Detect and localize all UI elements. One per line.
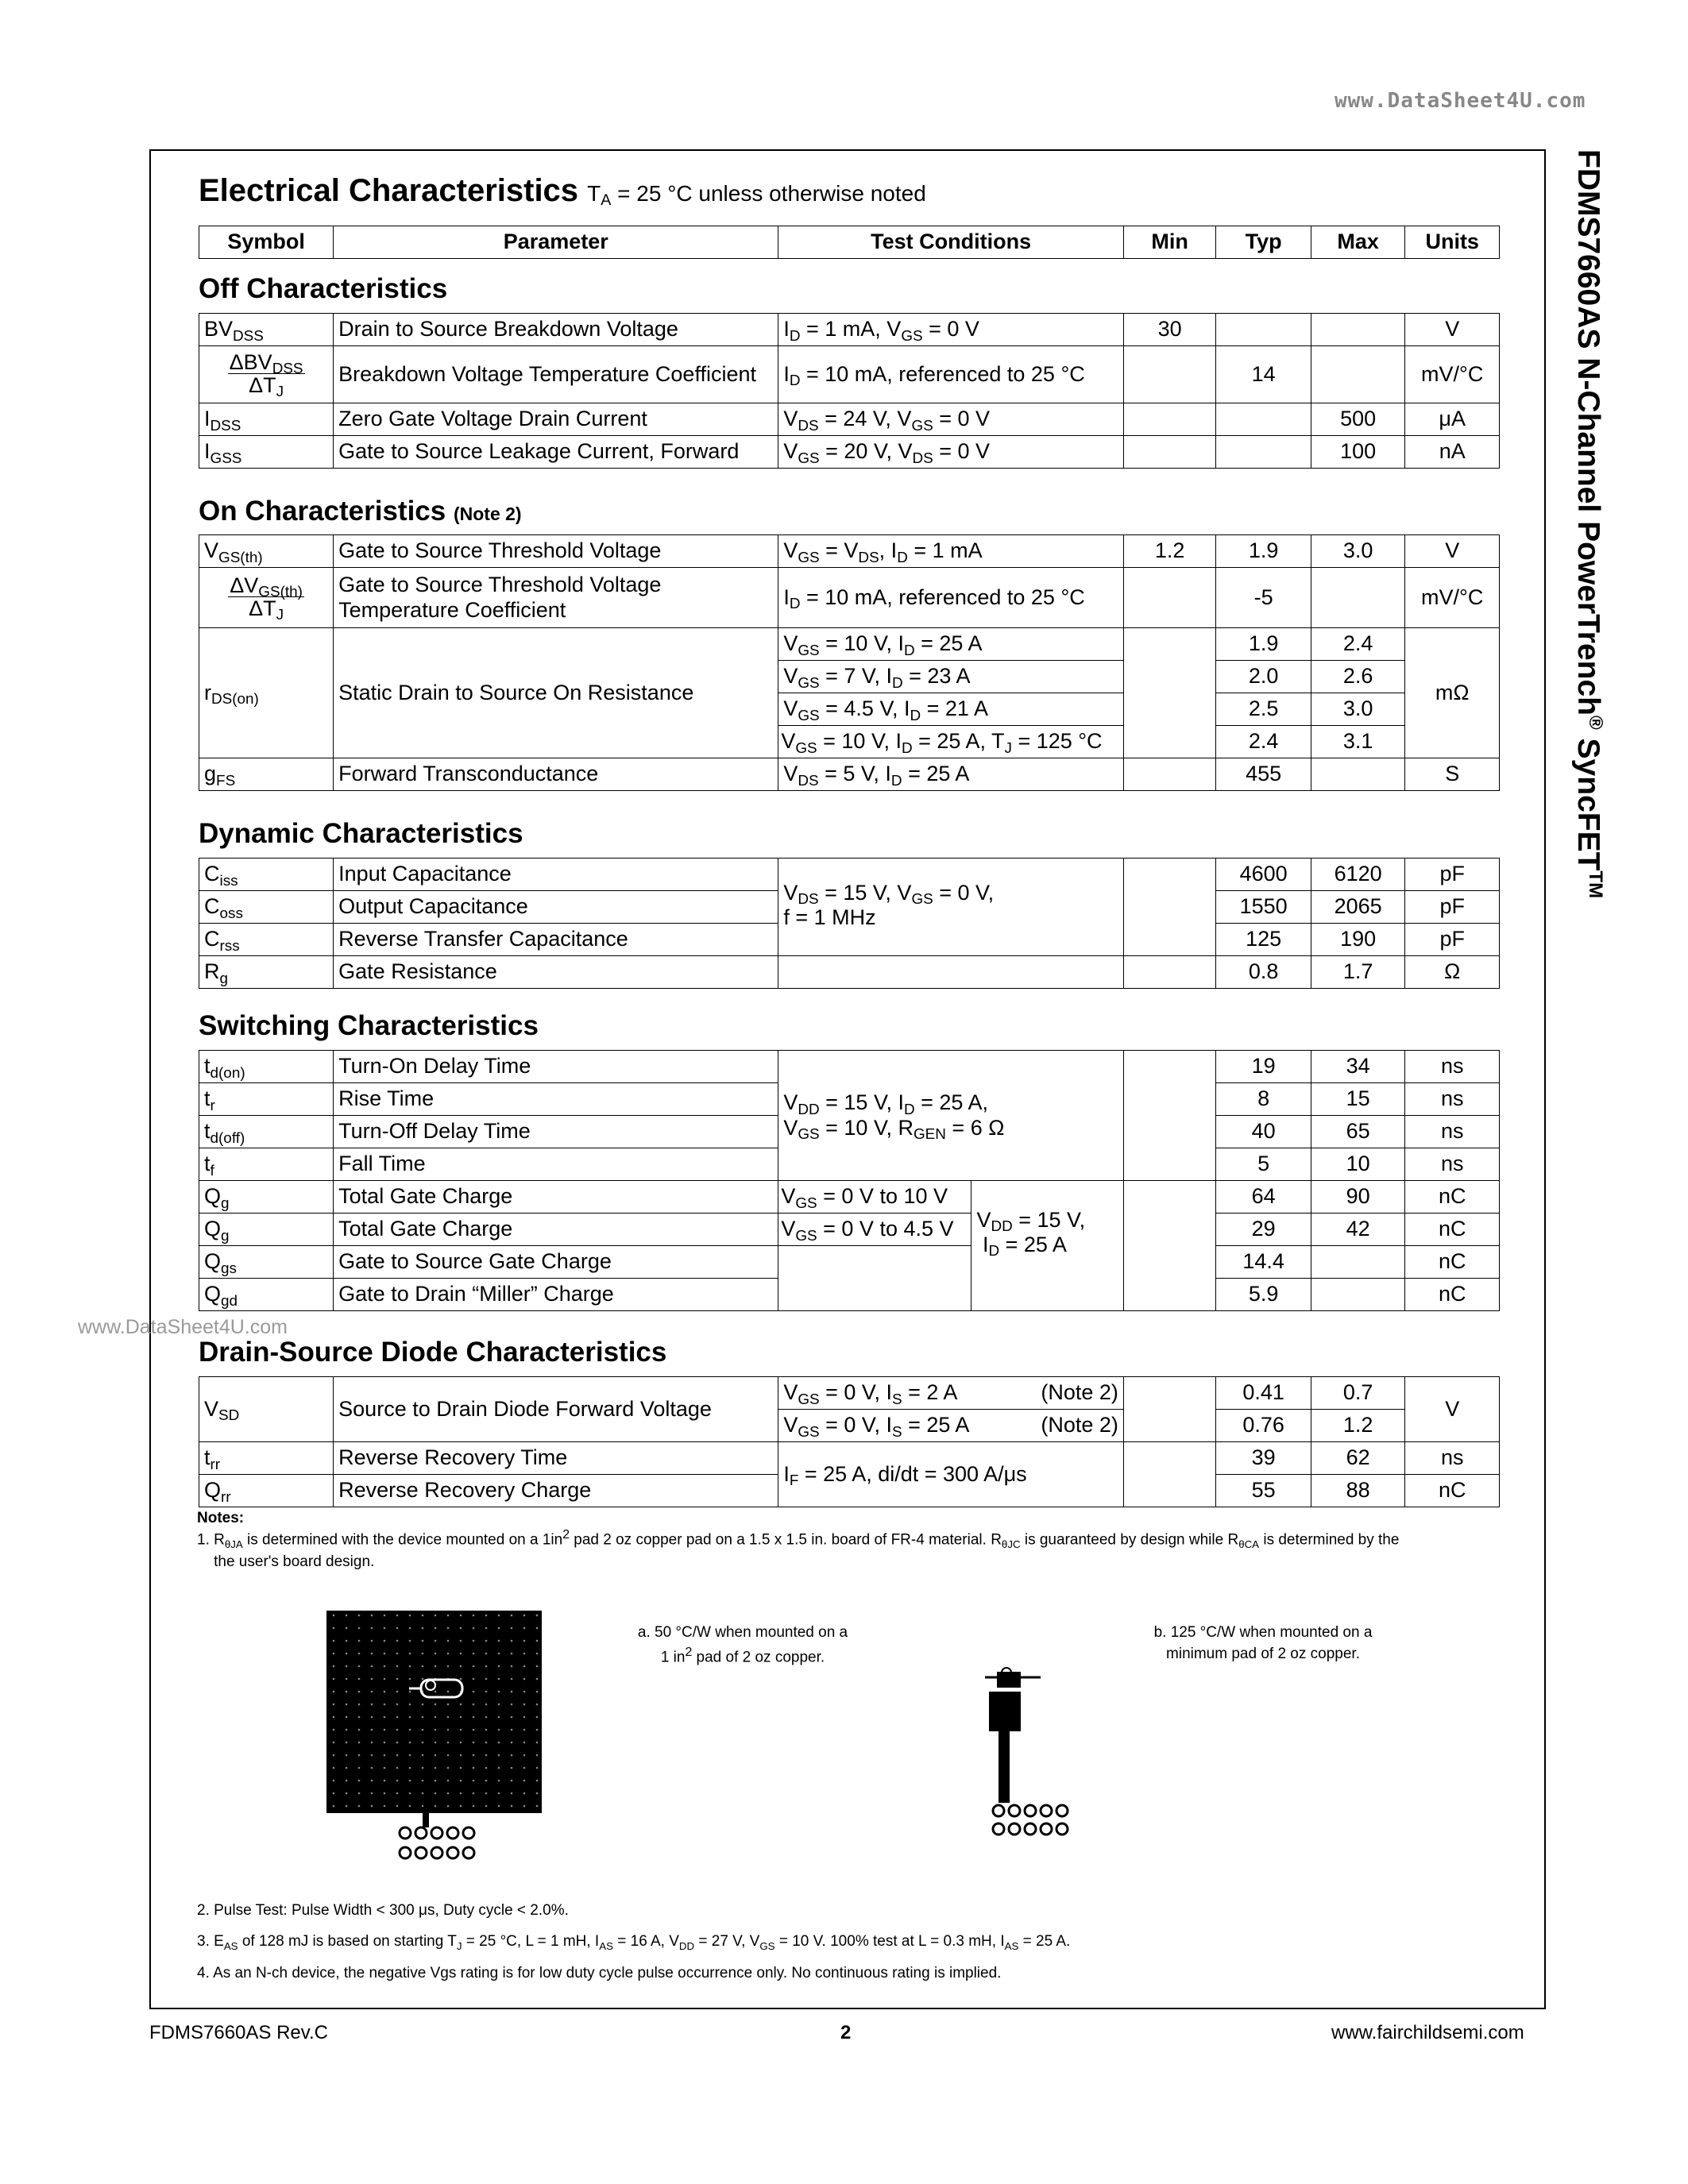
section-off: Off Characteristics — [199, 273, 448, 304]
col-min: Min — [1123, 226, 1215, 259]
typ-cell: 5.9 — [1216, 1279, 1311, 1311]
note-2: 2. Pulse Test: Pulse Width < 300 μs, Duty cycle < 2.0%. — [197, 1902, 569, 1919]
unit-cell: nA — [1405, 436, 1500, 469]
min-cell — [1123, 346, 1215, 403]
unit-cell: mΩ — [1405, 628, 1500, 758]
param-cell: Forward Transconductance — [334, 758, 778, 791]
cond-cell: ID = 10 mA, referenced to 25 °C — [778, 346, 1124, 403]
table-row — [199, 859, 1500, 891]
min-cell: 30 — [1123, 314, 1215, 346]
col-symbol: Symbol — [199, 226, 334, 259]
max-cell: 2.4 — [1311, 628, 1405, 661]
typ-cell: 39 — [1216, 1442, 1311, 1475]
cond-cell: VDS = 24 V, VGS = 0 V — [778, 403, 1124, 436]
max-cell: 3.0 — [1311, 535, 1405, 568]
switching-table — [199, 1050, 1500, 1311]
cond-cell: VGS = 0 V to 4.5 V — [778, 1214, 971, 1246]
unit-cell: pF — [1405, 924, 1500, 956]
max-cell: 62 — [1311, 1442, 1405, 1475]
typ-cell — [1216, 436, 1311, 469]
typ-cell: 455 — [1216, 758, 1311, 791]
cond-cell: VGS = 10 V, ID = 25 A, TJ = 125 °C — [778, 726, 1124, 758]
max-cell — [1311, 758, 1405, 791]
cond-cell — [778, 956, 1124, 989]
cond-cell: VGS = 7 V, ID = 23 A — [778, 661, 1124, 693]
table-row — [199, 956, 1500, 989]
min-cell — [1123, 568, 1215, 628]
max-cell: 65 — [1311, 1116, 1405, 1148]
cond-cell: VGS = 0 V to 10 V — [778, 1181, 971, 1214]
figure-b-caption: b. 125 °C/W when mounted on a minimum pad of 2 oz copper. — [1153, 1624, 1373, 1662]
typ-cell: 4600 — [1216, 859, 1311, 891]
max-cell: 3.0 — [1311, 693, 1405, 726]
param-cell: Gate to Source Leakage Current, Forward — [334, 436, 778, 469]
side-title: FDMS7660AS N-Channel PowerTrench® SyncFET™ — [1571, 149, 1606, 899]
typ-cell: 0.8 — [1216, 956, 1311, 989]
symbol-cell: VGS(th) — [199, 535, 334, 568]
unit-cell: pF — [1405, 891, 1500, 924]
table-row — [199, 403, 1500, 436]
cond-cell: VGS = 4.5 V, ID = 21 A — [778, 693, 1124, 726]
symbol-cell: ΔVGS(th) ΔTJ — [199, 568, 334, 628]
notes-label: Notes: — [197, 1510, 245, 1526]
max-cell — [1311, 1246, 1405, 1279]
typ-cell: 0.76 — [1216, 1410, 1311, 1442]
unit-cell: V — [1405, 535, 1500, 568]
symbol-cell: Qgd — [199, 1279, 334, 1311]
symbol-cell: BVDSS — [199, 314, 334, 346]
param-cell: Gate Resistance — [334, 956, 778, 989]
unit-cell: V — [1405, 314, 1500, 346]
max-cell: 6120 — [1311, 859, 1405, 891]
section-switching: Switching Characteristics — [199, 1010, 539, 1041]
symbol-cell: IGSS — [199, 436, 334, 469]
off-table — [199, 313, 1500, 469]
typ-cell: 1550 — [1216, 891, 1311, 924]
charge-cond-cell: VDD = 15 V, ID = 25 A — [971, 1181, 1123, 1311]
unit-cell: nC — [1405, 1279, 1500, 1311]
min-cell — [1123, 628, 1215, 758]
symbol-cell: tr — [199, 1083, 334, 1116]
cond-cell: VGS = VDS, ID = 1 mA — [778, 535, 1124, 568]
cond-cell: VDD = 15 V, ID = 25 A, VGS = 10 V, RGEN = 6 Ω — [778, 1051, 1124, 1181]
unit-cell: mV/°C — [1405, 346, 1500, 403]
typ-cell: 19 — [1216, 1051, 1311, 1083]
cond-cell: VGS = 0 V, IS = 25 A (Note 2) — [778, 1410, 1124, 1442]
min-cell — [1123, 956, 1215, 989]
min-cell — [1123, 1051, 1215, 1181]
typ-cell: 8 — [1216, 1083, 1311, 1116]
max-cell: 1.2 — [1311, 1410, 1405, 1442]
unit-cell: pF — [1405, 859, 1500, 891]
symbol-cell: Qg — [199, 1214, 334, 1246]
table-row — [199, 436, 1500, 469]
typ-cell: -5 — [1216, 568, 1311, 628]
typ-cell: 29 — [1216, 1214, 1311, 1246]
symbol-cell: trr — [199, 1442, 334, 1475]
typ-cell: 14.4 — [1216, 1246, 1311, 1279]
symbol-cell: Qrr — [199, 1475, 334, 1507]
table-row — [199, 535, 1500, 568]
unit-cell: mV/°C — [1405, 568, 1500, 628]
symbol-cell: tf — [199, 1148, 334, 1181]
symbol-cell: gFS — [199, 758, 334, 791]
on-table — [199, 534, 1500, 791]
page-title: Electrical Characteristics TA = 25 °C unless otherwise noted — [199, 173, 926, 210]
unit-cell: ns — [1405, 1442, 1500, 1475]
dynamic-table — [199, 858, 1500, 989]
typ-cell: 55 — [1216, 1475, 1311, 1507]
max-cell — [1311, 1279, 1405, 1311]
typ-cell — [1216, 403, 1311, 436]
max-cell: 88 — [1311, 1475, 1405, 1507]
typ-cell: 0.41 — [1216, 1377, 1311, 1410]
max-cell: 2065 — [1311, 891, 1405, 924]
symbol-cell: td(off) — [199, 1116, 334, 1148]
typ-cell: 1.9 — [1216, 628, 1311, 661]
cond-cell — [778, 1246, 971, 1311]
param-cell: Drain to Source Breakdown Voltage — [334, 314, 778, 346]
param-cell: Fall Time — [334, 1148, 778, 1181]
param-cell: Breakdown Voltage Temperature Coefficient — [334, 346, 778, 403]
title-condition: TA = 25 °C unless otherwise noted — [587, 181, 926, 210]
symbol-cell: Qgs — [199, 1246, 334, 1279]
col-units: Units — [1405, 226, 1500, 259]
param-cell: Gate to Source Threshold Voltage Temperature Coefficient — [334, 568, 778, 628]
symbol-cell: Crss — [199, 924, 334, 956]
cond-cell: VDS = 15 V, VGS = 0 V, f = 1 MHz — [778, 859, 1124, 956]
min-cell — [1123, 436, 1215, 469]
typ-cell: 2.4 — [1216, 726, 1311, 758]
param-cell: Reverse Recovery Charge — [334, 1475, 778, 1507]
max-cell — [1311, 314, 1405, 346]
min-cell — [1123, 1442, 1215, 1507]
col-max: Max — [1311, 226, 1405, 259]
typ-cell — [1216, 314, 1311, 346]
unit-cell: ns — [1405, 1116, 1500, 1148]
typ-cell: 125 — [1216, 924, 1311, 956]
symbol-cell: td(on) — [199, 1051, 334, 1083]
param-cell: Reverse Transfer Capacitance — [334, 924, 778, 956]
pad-figure-b — [941, 1596, 1140, 1850]
table-row — [199, 346, 1500, 403]
typ-cell: 40 — [1216, 1116, 1311, 1148]
table-row — [199, 1442, 1500, 1475]
note-4: 4. As an N-ch device, the negative Vgs rating is for low duty cycle pulse occurrence only. No continuous rating is implied. — [197, 1965, 1002, 1981]
col-test-conditions: Test Conditions — [778, 226, 1124, 259]
diode-table — [199, 1376, 1500, 1507]
table-row — [199, 628, 1500, 661]
typ-cell: 14 — [1216, 346, 1311, 403]
cond-cell: ID = 1 mA, VGS = 0 V — [778, 314, 1124, 346]
min-cell — [1123, 403, 1215, 436]
cond-cell: VDS = 5 V, ID = 25 A — [778, 758, 1124, 791]
min-cell — [1123, 1181, 1215, 1311]
param-cell: Turn-On Delay Time — [334, 1051, 778, 1083]
table-row — [199, 1214, 1500, 1246]
max-cell — [1311, 346, 1405, 403]
param-cell: Input Capacitance — [334, 859, 778, 891]
min-cell — [1123, 758, 1215, 791]
typ-cell: 2.5 — [1216, 693, 1311, 726]
param-cell: Gate to Source Gate Charge — [334, 1246, 778, 1279]
unit-cell: ns — [1405, 1083, 1500, 1116]
table-row — [199, 1377, 1500, 1410]
max-cell: 2.6 — [1311, 661, 1405, 693]
section-diode: Drain-Source Diode Characteristics — [199, 1337, 667, 1368]
table-row — [199, 1051, 1500, 1083]
unit-cell: nC — [1405, 1246, 1500, 1279]
table-row — [199, 1181, 1500, 1214]
unit-cell: S — [1405, 758, 1500, 791]
min-cell: 1.2 — [1123, 535, 1215, 568]
min-cell — [1123, 1377, 1215, 1442]
header-table — [199, 226, 1500, 259]
unit-cell: ns — [1405, 1148, 1500, 1181]
cond-cell: VGS = 0 V, IS = 2 A (Note 2) — [778, 1377, 1124, 1410]
footer-left: FDMS7660AS Rev.C — [149, 2022, 328, 2043]
unit-cell: nC — [1405, 1214, 1500, 1246]
footer-right: www.fairchildsemi.com — [1331, 2022, 1524, 2043]
watermark-side: www.DataSheet4U.com — [78, 1316, 288, 1338]
note-1: 1. $R_{\theta JA}$ is determined with the device mounted on a $1in^2$ pad 2 oz copper pad on a 1.5 x 1.5 in. board of FR-4 material. $R_{\theta JC}$ is guaranteed by design while $R_{\theta CA}$ is determined by the the user's board design. — [197, 1528, 1400, 1571]
table-row — [199, 1246, 1500, 1279]
table-row — [199, 314, 1500, 346]
note-3: 3. $E_{AS}$ of 128 mJ is based on starting $T_J = 25$ °C, L = 1 mH, $I_{AS} = 16$ A, $V_{DD} = 27$ V, $V_{GS} = 10$ V. 100% test at L = 0.3 mH, $I_{AS} = 25$ A. — [197, 1933, 1071, 1952]
symbol-cell: ΔBVDSS ΔTJ — [199, 346, 334, 403]
param-cell: Source to Drain Diode Forward Voltage — [334, 1377, 778, 1442]
typ-cell: 64 — [1216, 1181, 1311, 1214]
param-cell: Turn-Off Delay Time — [334, 1116, 778, 1148]
param-cell: Gate to Drain “Miller” Charge — [334, 1279, 778, 1311]
section-dynamic: Dynamic Characteristics — [199, 818, 523, 849]
table-row — [199, 758, 1500, 791]
max-cell: 100 — [1311, 436, 1405, 469]
param-cell: Output Capacitance — [334, 891, 778, 924]
pad-figure-a — [302, 1596, 556, 1866]
unit-cell: μA — [1405, 403, 1500, 436]
col-typ: Typ — [1216, 226, 1311, 259]
cond-cell: VGS = 10 V, ID = 25 A — [778, 628, 1124, 661]
unit-cell: nC — [1405, 1475, 1500, 1507]
unit-cell: V — [1405, 1377, 1500, 1442]
max-cell: 3.1 — [1311, 726, 1405, 758]
max-cell: 0.7 — [1311, 1377, 1405, 1410]
symbol-cell: IDSS — [199, 403, 334, 436]
typ-cell: 2.0 — [1216, 661, 1311, 693]
param-cell: Rise Time — [334, 1083, 778, 1116]
table-row — [199, 568, 1500, 628]
max-cell: 190 — [1311, 924, 1405, 956]
max-cell: 42 — [1311, 1214, 1405, 1246]
symbol-cell: Rg — [199, 956, 334, 989]
symbol-cell: Qg — [199, 1181, 334, 1214]
col-parameter: Parameter — [334, 226, 778, 259]
unit-cell: ns — [1405, 1051, 1500, 1083]
param-cell: Static Drain to Source On Resistance — [334, 628, 778, 758]
max-cell: 1.7 — [1311, 956, 1405, 989]
param-cell: Total Gate Charge — [334, 1214, 778, 1246]
section-on: On Characteristics (Note 2) — [199, 496, 522, 527]
cond-cell: VGS = 20 V, VDS = 0 V — [778, 436, 1124, 469]
unit-cell: nC — [1405, 1181, 1500, 1214]
param-cell: Zero Gate Voltage Drain Current — [334, 403, 778, 436]
symbol-cell: Coss — [199, 891, 334, 924]
watermark-top: www.DataSheet4U.com — [1335, 89, 1586, 113]
max-cell: 34 — [1311, 1051, 1405, 1083]
cond-cell: ID = 10 mA, referenced to 25 °C — [778, 568, 1124, 628]
max-cell — [1311, 568, 1405, 628]
param-cell: Total Gate Charge — [334, 1181, 778, 1214]
max-cell: 15 — [1311, 1083, 1405, 1116]
max-cell: 90 — [1311, 1181, 1405, 1214]
symbol-cell: Ciss — [199, 859, 334, 891]
min-cell — [1123, 859, 1215, 956]
max-cell: 10 — [1311, 1148, 1405, 1181]
typ-cell: 5 — [1216, 1148, 1311, 1181]
symbol-cell: rDS(on) — [199, 628, 334, 758]
unit-cell: Ω — [1405, 956, 1500, 989]
max-cell: 500 — [1311, 403, 1405, 436]
typ-cell: 1.9 — [1216, 535, 1311, 568]
figure-a-caption: a. 50 °C/W when mounted on a 1 $in^2$ pad of 2 oz copper. — [637, 1624, 848, 1665]
param-cell: Gate to Source Threshold Voltage — [334, 535, 778, 568]
page-number: 2 — [840, 2022, 852, 2043]
param-cell: Reverse Recovery Time — [334, 1442, 778, 1475]
cond-cell: IF = 25 A, di/dt = 300 A/μs — [778, 1442, 1124, 1507]
symbol-cell: VSD — [199, 1377, 334, 1442]
